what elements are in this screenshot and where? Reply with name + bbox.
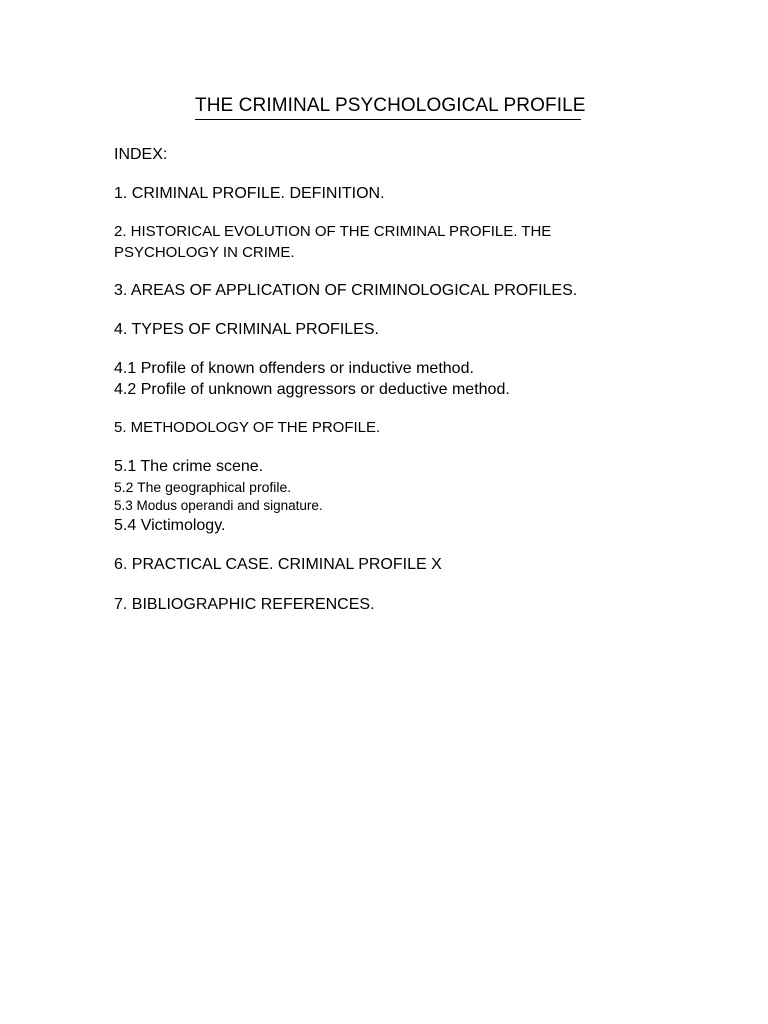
index-item-4: 4. TYPES OF CRIMINAL PROFILES. (114, 321, 379, 338)
index-item-7: 7. BIBLIOGRAPHIC REFERENCES. (114, 596, 375, 613)
index-item-4-2: 4.2 Profile of unknown aggressors or deductive method. (114, 381, 510, 398)
index-item-2-line-1: 2. HISTORICAL EVOLUTION OF THE CRIMINAL PROFILE. THE (114, 223, 552, 240)
index-item-1: 1. CRIMINAL PROFILE. DEFINITION. (114, 185, 385, 202)
index-item-3: 3. AREAS OF APPLICATION OF CRIMINOLOGICAL PROFILES. (114, 282, 578, 299)
index-item-5-2: 5.2 The geographical profile. (114, 479, 292, 495)
title-underline (195, 119, 581, 120)
index-item-5-4: 5.4 Victimology. (114, 517, 226, 534)
index-item-2-line-2: PSYCHOLOGY IN CRIME. (114, 244, 295, 261)
document-title: THE CRIMINAL PSYCHOLOGICAL PROFILE (195, 95, 586, 116)
index-item-5: 5. METHODOLOGY OF THE PROFILE. (114, 419, 381, 436)
index-item-5-3: 5.3 Modus operandi and signature. (114, 498, 323, 513)
title-block (195, 94, 635, 124)
index-heading: INDEX: (114, 146, 168, 163)
index-item-5-1: 5.1 The crime scene. (114, 458, 264, 475)
index-item-6: 6. PRACTICAL CASE. CRIMINAL PROFILE X (114, 556, 442, 573)
index-item-4-1: 4.1 Profile of known offenders or inductive method. (114, 360, 474, 377)
